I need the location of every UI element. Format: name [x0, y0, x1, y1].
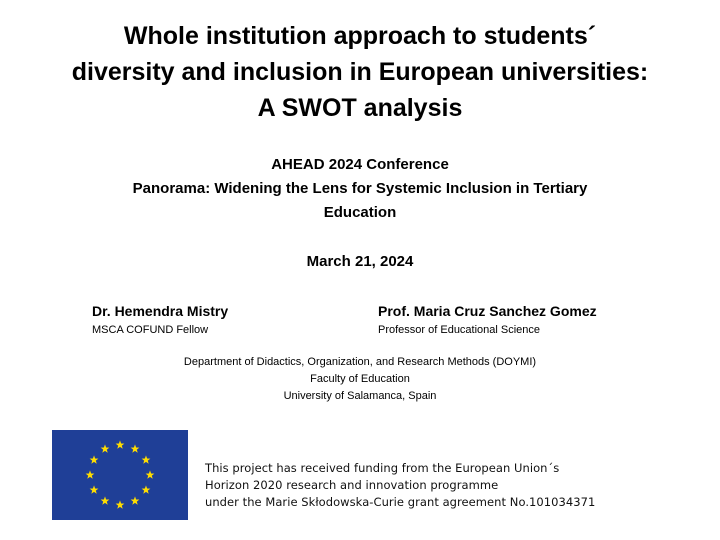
title-line-2: diversity and inclusion in European universities: — [71, 58, 649, 86]
faculty: Faculty of Education — [310, 373, 410, 385]
funding-line-2: Horizon 2020 research and innovation programme — [205, 478, 499, 492]
funding-line-3: under the Marie Skłodowska-Curie grant agreement No.101034371 — [205, 495, 596, 509]
eu-star-icon — [116, 500, 125, 508]
affiliation-block — [60, 354, 660, 405]
author-1-name: Dr. Hemendra Mistry — [92, 303, 229, 319]
eu-star-icon — [101, 496, 110, 504]
conference-name: AHEAD 2024 Conference — [271, 156, 449, 173]
funding-statement — [205, 460, 595, 511]
author-2-name: Prof. Maria Cruz Sanchez Gomez — [378, 303, 597, 319]
eu-star-icon — [142, 455, 151, 463]
funding-line-1: This project has received funding from the European Union´s — [205, 461, 560, 475]
title-line-3: A SWOT analysis — [257, 94, 463, 122]
author-2 — [378, 300, 597, 338]
author-1-role: MSCA COFUND Fellow — [92, 324, 209, 336]
conference-block — [40, 153, 680, 225]
eu-star-icon — [86, 470, 95, 478]
slide-title — [20, 18, 700, 126]
conference-theme-line-2: Education — [323, 204, 397, 221]
eu-star-icon — [90, 485, 99, 493]
eu-flag-icon — [52, 430, 188, 520]
eu-star-icon — [101, 444, 110, 452]
eu-star-icon — [131, 496, 140, 504]
university: University of Salamanca, Spain — [283, 390, 437, 402]
author-2-role: Professor of Educational Science — [378, 324, 541, 336]
department: Department of Didactics, Organization, and Research Methods (DOYMI) — [183, 356, 537, 368]
eu-star-icon — [116, 440, 125, 448]
eu-star-icon — [146, 470, 155, 478]
conference-theme-line-1: Panorama: Widening the Lens for Systemic Inclusion in Tertiary — [132, 180, 588, 197]
eu-flag-svg — [52, 430, 188, 520]
eu-star-icon — [90, 455, 99, 463]
title-line-1: Whole institution approach to students´ — [123, 22, 597, 50]
conference-date: March 21, 2024 — [306, 253, 414, 270]
author-1 — [92, 300, 228, 338]
eu-star-icon — [142, 485, 151, 493]
eu-star-icon — [131, 444, 140, 452]
